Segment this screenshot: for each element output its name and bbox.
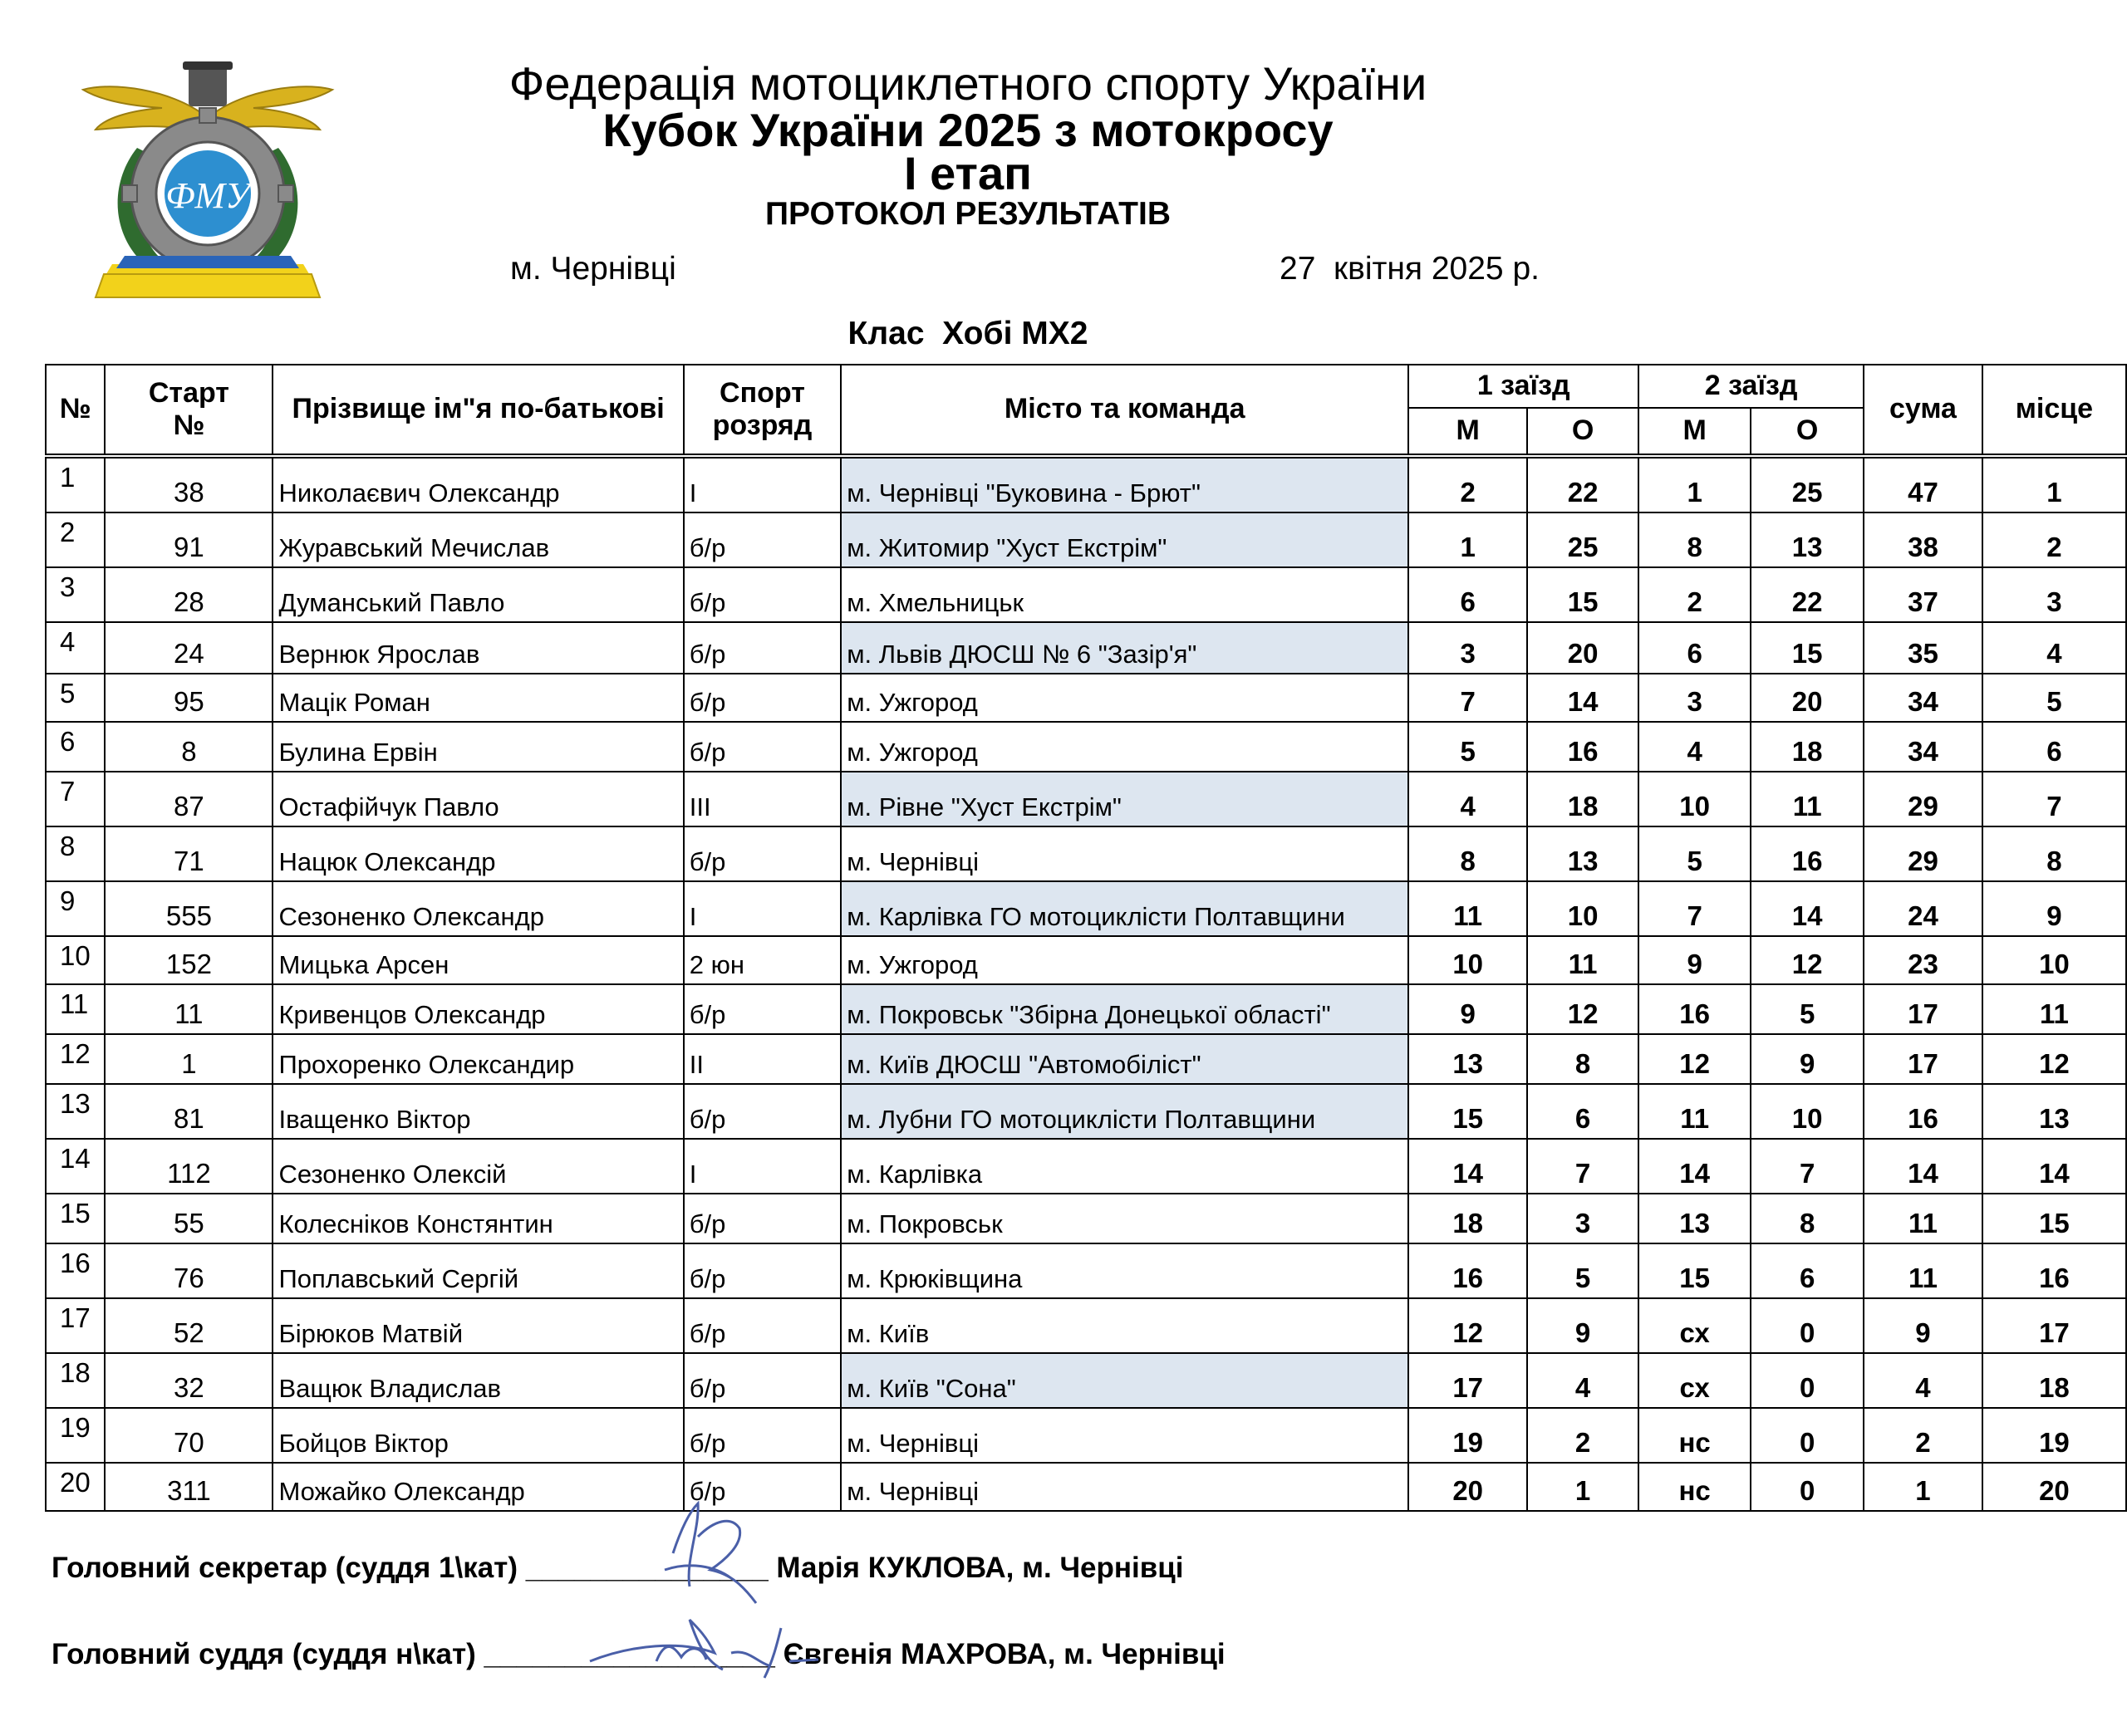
race2-points: 0: [1751, 1298, 1864, 1353]
race1-position: 2: [1408, 458, 1527, 512]
final-place: 1: [1982, 458, 2126, 512]
race1-points: 3: [1527, 1194, 1638, 1243]
start-number: 1: [105, 1034, 273, 1084]
rider-name: Николаєвич Олександр: [273, 458, 683, 512]
race2-position: сх: [1638, 1353, 1751, 1408]
points-sum: 24: [1864, 881, 1982, 936]
city-team: м. Ужгород: [841, 674, 1408, 722]
points-sum: 11: [1864, 1243, 1982, 1298]
col-no-header: №: [46, 365, 105, 454]
race2-points: 22: [1751, 567, 1864, 622]
start-number: 32: [105, 1353, 273, 1408]
points-sum: 35: [1864, 622, 1982, 674]
points-sum: 23: [1864, 936, 1982, 984]
col-name-header: Прізвище ім"я по-батькові: [273, 365, 683, 454]
race2-position: 12: [1638, 1034, 1751, 1084]
points-sum: 17: [1864, 984, 1982, 1034]
city-team: м. Крюківщина: [841, 1243, 1408, 1298]
row-number: 8: [46, 826, 105, 881]
row-number: 17: [46, 1298, 105, 1353]
race2-points: 18: [1751, 722, 1864, 772]
rider-name: Колесніков Констянтин: [273, 1194, 683, 1243]
rider-name: Поплавський Сергій: [273, 1243, 683, 1298]
city-team: м. Чернівці: [841, 1408, 1408, 1463]
federation-title: Федерація мотоциклетного спорту України: [508, 57, 1427, 110]
race2-points: 0: [1751, 1408, 1864, 1463]
race2-position: 3: [1638, 674, 1751, 722]
race1-points: 12: [1527, 984, 1638, 1034]
rider-name: Булина Ервін: [273, 722, 683, 772]
points-sum: 37: [1864, 567, 1982, 622]
rider-name: Прохоренко Олександир: [273, 1034, 683, 1084]
race1-position: 8: [1408, 826, 1527, 881]
start-number: 152: [105, 936, 273, 984]
race2-position: 9: [1638, 936, 1751, 984]
race2-o-header: О: [1751, 408, 1864, 454]
city-team: м. Чернівці: [841, 1463, 1408, 1511]
judge-signature-line: Головний суддя (суддя н\кат) __________________ Євгенія МАХРОВА, м. Чернівці: [52, 1638, 1226, 1670]
secretary-signature-line: Головний секретар (суддя 1\кат) _______________ Марія КУКЛОВА, м. Чернівці: [52, 1552, 1184, 1584]
city-team: м. Чернівці "Буковина - Брют": [841, 458, 1408, 512]
table-row: [46, 722, 2126, 772]
rider-name: Бірюков Матвій: [273, 1298, 683, 1353]
row-number: 18: [46, 1353, 105, 1408]
rider-name: Думанський Павло: [273, 567, 683, 622]
sport-rank: б/р: [684, 1408, 841, 1463]
race1-position: 6: [1408, 567, 1527, 622]
sport-rank: ІІІ: [684, 772, 841, 826]
race1-points: 8: [1527, 1034, 1638, 1084]
row-number: 16: [46, 1243, 105, 1298]
race1-points: 9: [1527, 1298, 1638, 1353]
race2-position: 16: [1638, 984, 1751, 1034]
race1-position: 5: [1408, 722, 1527, 772]
col-sum-header: сума: [1864, 365, 1982, 454]
race1-points: 16: [1527, 722, 1638, 772]
start-number: 52: [105, 1298, 273, 1353]
start-number: 112: [105, 1139, 273, 1194]
results-table: [45, 364, 2127, 1512]
table-row: [46, 567, 2126, 622]
sport-rank: б/р: [684, 722, 841, 772]
race2-header: 2 заїзд: [1638, 365, 1864, 408]
rider-name: Кривенцов Олександр: [273, 984, 683, 1034]
final-place: 9: [1982, 881, 2126, 936]
rider-name: Бойцов Віктор: [273, 1408, 683, 1463]
sport-rank: 2 юн: [684, 936, 841, 984]
start-number: 71: [105, 826, 273, 881]
row-number: 3: [46, 567, 105, 622]
sport-rank: б/р: [684, 1084, 841, 1139]
race2-points: 5: [1751, 984, 1864, 1034]
start-number: 28: [105, 567, 273, 622]
race2-points: 15: [1751, 622, 1864, 674]
rider-name: Мицька Арсен: [273, 936, 683, 984]
race2-position: 14: [1638, 1139, 1751, 1194]
race1-position: 7: [1408, 674, 1527, 722]
race2-points: 25: [1751, 458, 1864, 512]
race2-points: 8: [1751, 1194, 1864, 1243]
points-sum: 2: [1864, 1408, 1982, 1463]
table-row: [46, 984, 2126, 1034]
table-row: [46, 458, 2126, 512]
race1-points: 2: [1527, 1408, 1638, 1463]
sport-rank: б/р: [684, 1243, 841, 1298]
race1-points: 18: [1527, 772, 1638, 826]
points-sum: 1: [1864, 1463, 1982, 1511]
race2-position: 6: [1638, 622, 1751, 674]
col-city-header: Місто та команда: [841, 365, 1408, 454]
race2-m-header: М: [1638, 408, 1751, 454]
city-team: м. Ужгород: [841, 722, 1408, 772]
city-team: м. Рівне "Хуст Екстрім": [841, 772, 1408, 826]
row-number: 4: [46, 622, 105, 674]
race1-position: 9: [1408, 984, 1527, 1034]
race1-header: 1 заїзд: [1408, 365, 1638, 408]
race2-position: 2: [1638, 567, 1751, 622]
final-place: 2: [1982, 512, 2126, 567]
city-team: м. Житомир "Хуст Екстрім": [841, 512, 1408, 567]
table-row: [46, 1243, 2126, 1298]
points-sum: 9: [1864, 1298, 1982, 1353]
race1-points: 20: [1527, 622, 1638, 674]
race1-position: 20: [1408, 1463, 1527, 1511]
race1-position: 1: [1408, 512, 1527, 567]
row-number: 14: [46, 1139, 105, 1194]
sport-rank: б/р: [684, 984, 841, 1034]
points-sum: 34: [1864, 674, 1982, 722]
race2-position: 10: [1638, 772, 1751, 826]
race1-position: 18: [1408, 1194, 1527, 1243]
class-title: Клас Хобі МХ2: [847, 316, 1088, 351]
svg-text:ФМУ: ФМУ: [165, 175, 250, 216]
row-number: 10: [46, 936, 105, 984]
final-place: 13: [1982, 1084, 2126, 1139]
points-sum: 11: [1864, 1194, 1982, 1243]
race1-points: 4: [1527, 1353, 1638, 1408]
table-row: [46, 1139, 2126, 1194]
row-number: 20: [46, 1463, 105, 1511]
race2-points: 11: [1751, 772, 1864, 826]
sport-rank: б/р: [684, 622, 841, 674]
sport-rank: б/р: [684, 1298, 841, 1353]
row-number: 15: [46, 1194, 105, 1243]
table-row: [46, 622, 2126, 674]
race1-points: 1: [1527, 1463, 1638, 1511]
points-sum: 47: [1864, 458, 1982, 512]
rider-name: Можайко Олександр: [273, 1463, 683, 1511]
final-place: 15: [1982, 1194, 2126, 1243]
table-row: [46, 512, 2126, 567]
race1-position: 3: [1408, 622, 1527, 674]
final-place: 7: [1982, 772, 2126, 826]
row-number: 19: [46, 1408, 105, 1463]
rider-name: Нацюк Олександр: [273, 826, 683, 881]
points-sum: 4: [1864, 1353, 1982, 1408]
rider-name: Вернюк Ярослав: [273, 622, 683, 674]
table-row: [46, 1084, 2126, 1139]
sport-rank: б/р: [684, 826, 841, 881]
secretary-signature: [640, 1487, 781, 1611]
race1-position: 14: [1408, 1139, 1527, 1194]
race1-position: 11: [1408, 881, 1527, 936]
final-place: 10: [1982, 936, 2126, 984]
rider-name: Ващюк Владислав: [273, 1353, 683, 1408]
event-title: Кубок України 2025 з мотокросу: [602, 104, 1334, 156]
race2-points: 7: [1751, 1139, 1864, 1194]
race2-position: 11: [1638, 1084, 1751, 1139]
start-number: 24: [105, 622, 273, 674]
table-row: [46, 1298, 2126, 1353]
table-row: [46, 826, 2126, 881]
final-place: 17: [1982, 1298, 2126, 1353]
table-row: [46, 881, 2126, 936]
start-number: 55: [105, 1194, 273, 1243]
start-number: 11: [105, 984, 273, 1034]
race2-position: 1: [1638, 458, 1751, 512]
start-number: 311: [105, 1463, 273, 1511]
race1-position: 15: [1408, 1084, 1527, 1139]
table-row: [46, 1034, 2126, 1084]
race2-points: 20: [1751, 674, 1864, 722]
results-body: [46, 458, 2126, 1511]
stage-title: І етап: [904, 147, 1032, 199]
points-sum: 14: [1864, 1139, 1982, 1194]
start-number: 38: [105, 458, 273, 512]
sport-rank: І: [684, 458, 841, 512]
race2-position: нс: [1638, 1408, 1751, 1463]
city-team: м. Ужгород: [841, 936, 1408, 984]
row-number: 9: [46, 881, 105, 936]
rider-name: Сезоненко Олексій: [273, 1139, 683, 1194]
col-start-header: Старт №: [105, 365, 273, 454]
row-number: 5: [46, 674, 105, 722]
city-team: м. Хмельницьк: [841, 567, 1408, 622]
race1-points: 14: [1527, 674, 1638, 722]
race1-points: 15: [1527, 567, 1638, 622]
race1-position: 10: [1408, 936, 1527, 984]
city-team: м. Покровськ "Збірна Донецької області": [841, 984, 1408, 1034]
final-place: 20: [1982, 1463, 2126, 1511]
final-place: 19: [1982, 1408, 2126, 1463]
city-team: м. Київ ДЮСШ "Автомобіліст": [841, 1034, 1408, 1084]
row-number: 1: [46, 458, 105, 512]
event-city: м. Чернівці: [510, 251, 676, 287]
points-sum: 38: [1864, 512, 1982, 567]
race2-points: 0: [1751, 1463, 1864, 1511]
start-number: 95: [105, 674, 273, 722]
table-row: [46, 772, 2126, 826]
start-number: 555: [105, 881, 273, 936]
city-team: м. Карлівка ГО мотоциклісти Полтавщини: [841, 881, 1408, 936]
rider-name: Журавський Мечислав: [273, 512, 683, 567]
table-row: [46, 1408, 2126, 1463]
table-row: [46, 674, 2126, 722]
race1-position: 17: [1408, 1353, 1527, 1408]
final-place: 14: [1982, 1139, 2126, 1194]
start-number: 91: [105, 512, 273, 567]
final-place: 5: [1982, 674, 2126, 722]
start-number: 76: [105, 1243, 273, 1298]
city-team: м. Чернівці: [841, 826, 1408, 881]
points-sum: 34: [1864, 722, 1982, 772]
race2-position: 15: [1638, 1243, 1751, 1298]
race1-points: 7: [1527, 1139, 1638, 1194]
sport-rank: б/р: [684, 1353, 841, 1408]
sport-rank: б/р: [684, 1463, 841, 1511]
sport-rank: І: [684, 881, 841, 936]
race1-points: 5: [1527, 1243, 1638, 1298]
race1-o-header: О: [1527, 408, 1638, 454]
sport-rank: ІІ: [684, 1034, 841, 1084]
city-team: м. Лубни ГО мотоциклісти Полтавщини: [841, 1084, 1408, 1139]
row-number: 6: [46, 722, 105, 772]
rider-name: Остафійчук Павло: [273, 772, 683, 826]
race1-points: 13: [1527, 826, 1638, 881]
row-number: 13: [46, 1084, 105, 1139]
row-number: 12: [46, 1034, 105, 1084]
race2-position: 8: [1638, 512, 1751, 567]
document-type: ПРОТОКОЛ РЕЗУЛЬТАТІВ: [764, 196, 1172, 232]
final-place: 12: [1982, 1034, 2126, 1084]
final-place: 16: [1982, 1243, 2126, 1298]
race1-position: 19: [1408, 1408, 1527, 1463]
final-place: 18: [1982, 1353, 2126, 1408]
race1-points: 10: [1527, 881, 1638, 936]
city-team: м. Київ "Сона": [841, 1353, 1408, 1408]
race1-position: 13: [1408, 1034, 1527, 1084]
race1-m-header: М: [1408, 408, 1527, 454]
race2-position: 13: [1638, 1194, 1751, 1243]
race2-points: 14: [1751, 881, 1864, 936]
start-number: 81: [105, 1084, 273, 1139]
event-date: 27 квітня 2025 р.: [1280, 251, 1540, 287]
race1-position: 4: [1408, 772, 1527, 826]
race2-position: сх: [1638, 1298, 1751, 1353]
race2-points: 16: [1751, 826, 1864, 881]
sport-rank: б/р: [684, 512, 841, 567]
race2-points: 0: [1751, 1353, 1864, 1408]
race2-position: 5: [1638, 826, 1751, 881]
table-row: [46, 1463, 2126, 1511]
judge-signature: [582, 1595, 823, 1686]
final-place: 6: [1982, 722, 2126, 772]
table-row: [46, 1194, 2126, 1243]
race1-points: 25: [1527, 512, 1638, 567]
race2-position: нс: [1638, 1463, 1751, 1511]
city-team: м. Покровськ: [841, 1194, 1408, 1243]
race2-points: 12: [1751, 936, 1864, 984]
race2-points: 10: [1751, 1084, 1864, 1139]
race2-points: 9: [1751, 1034, 1864, 1084]
sport-rank: б/р: [684, 674, 841, 722]
points-sum: 29: [1864, 772, 1982, 826]
race1-position: 12: [1408, 1298, 1527, 1353]
col-rank-header: Спорт розряд: [684, 365, 841, 454]
city-team: м. Львів ДЮСШ № 6 "Зазір'я": [841, 622, 1408, 674]
sport-rank: І: [684, 1139, 841, 1194]
city-team: м. Київ: [841, 1298, 1408, 1353]
race2-position: 4: [1638, 722, 1751, 772]
final-place: 11: [1982, 984, 2126, 1034]
race1-points: 22: [1527, 458, 1638, 512]
race1-points: 6: [1527, 1084, 1638, 1139]
row-number: 11: [46, 984, 105, 1034]
rider-name: Сезоненко Олександр: [273, 881, 683, 936]
rider-name: Іващенко Віктор: [273, 1084, 683, 1139]
table-row: [46, 936, 2126, 984]
sport-rank: б/р: [684, 1194, 841, 1243]
start-number: 70: [105, 1408, 273, 1463]
final-place: 8: [1982, 826, 2126, 881]
start-number: 87: [105, 772, 273, 826]
col-place-header: місце: [1982, 365, 2126, 454]
table-row: [46, 1353, 2126, 1408]
final-place: 4: [1982, 622, 2126, 674]
points-sum: 17: [1864, 1034, 1982, 1084]
rider-name: Мацік Роман: [273, 674, 683, 722]
sport-rank: б/р: [684, 567, 841, 622]
city-team: м. Карлівка: [841, 1139, 1408, 1194]
final-place: 3: [1982, 567, 2126, 622]
race2-position: 7: [1638, 881, 1751, 936]
race1-position: 16: [1408, 1243, 1527, 1298]
race2-points: 6: [1751, 1243, 1864, 1298]
row-number: 7: [46, 772, 105, 826]
start-number: 8: [105, 722, 273, 772]
race1-points: 11: [1527, 936, 1638, 984]
race2-points: 13: [1751, 512, 1864, 567]
points-sum: 29: [1864, 826, 1982, 881]
points-sum: 16: [1864, 1084, 1982, 1139]
row-number: 2: [46, 512, 105, 567]
